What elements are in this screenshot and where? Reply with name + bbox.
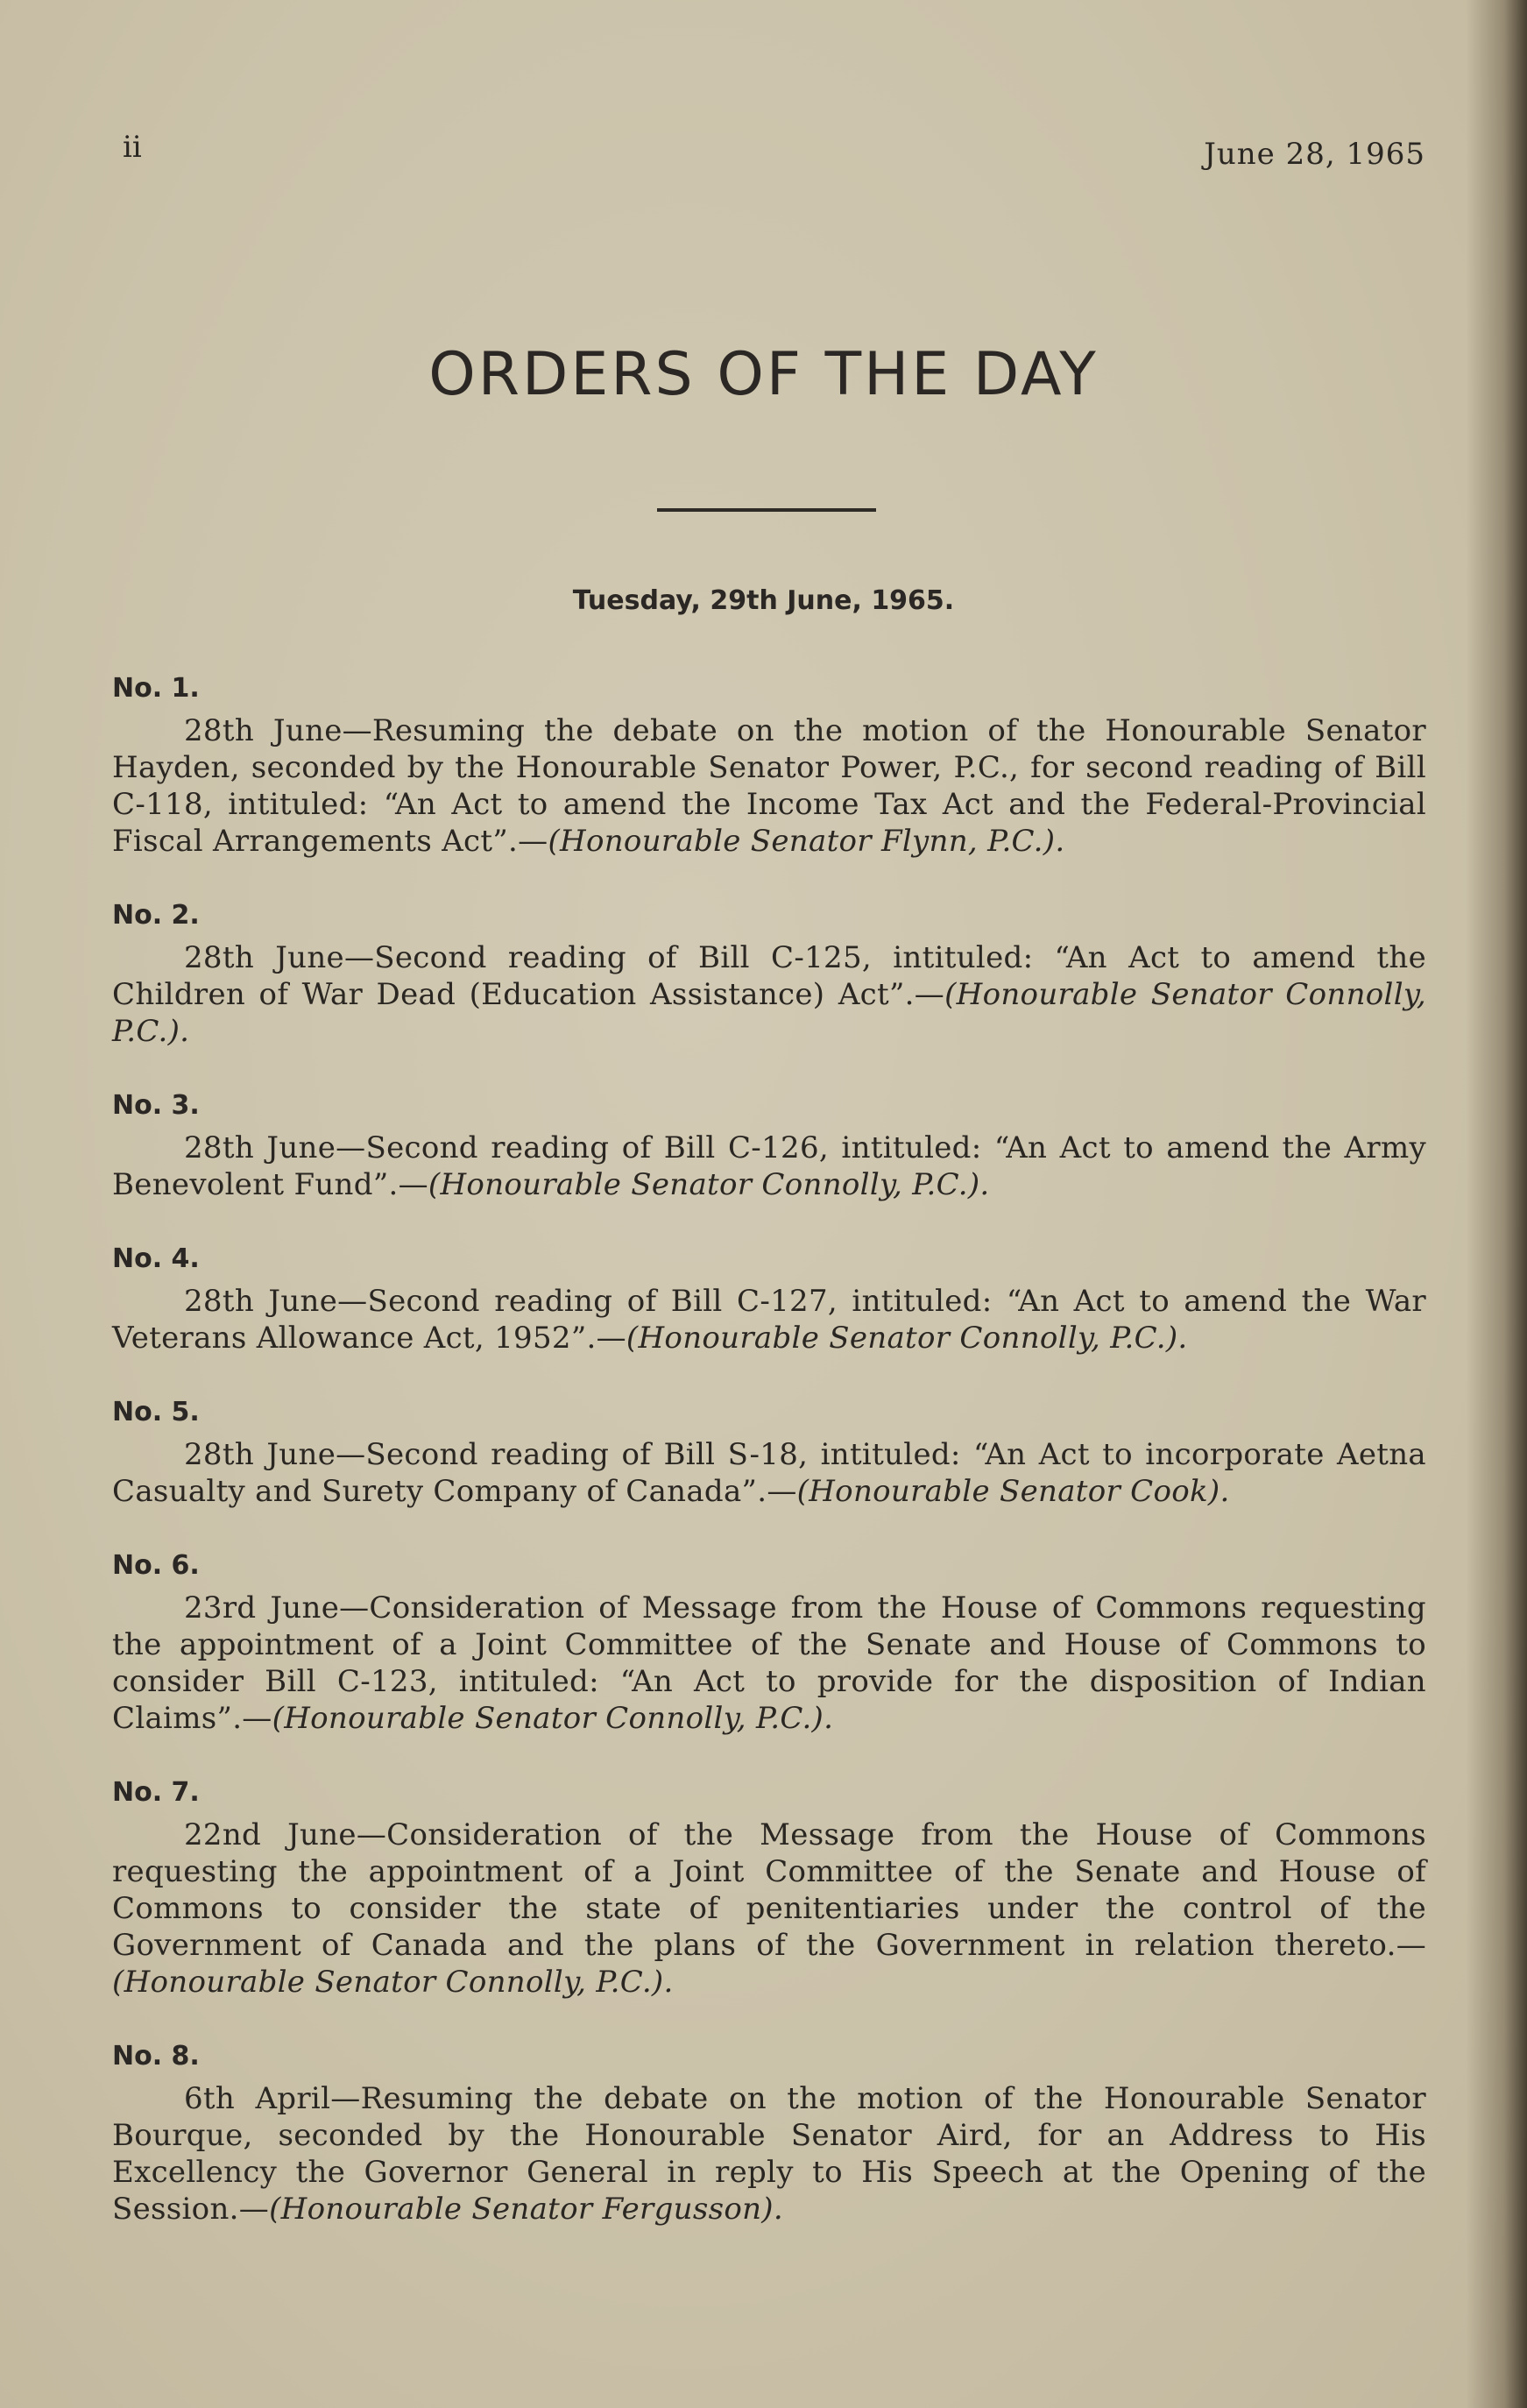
order-number: No. 7.	[112, 1777, 200, 1808]
order-item	[112, 1397, 1426, 1510]
order-item	[112, 1550, 1426, 1737]
order-body: 28th June—Resuming the debate on the motion of the Honourable Senator Hayden, seconded by the Honourable Senator Power, P.C., for second reading of Bill C-118, intituled: “An Act to amend the Income Tax Act and the Federal-Provincial Fiscal Arrangements Act”.—	[112, 713, 1426, 859]
order-item	[112, 673, 1426, 860]
order-item	[112, 900, 1426, 1050]
order-body: 23rd June—Consideration of Message from the House of Commons requesting the appointment of a Joint Committee of the Senate and House of Commons to consider Bill C-123, intituled: “An Act to provide for the disposition of Indian Claims”.—	[112, 1590, 1426, 1736]
order-number: No. 6.	[112, 1550, 200, 1581]
order-number: No. 2.	[112, 900, 200, 931]
orders-list	[112, 673, 1426, 2268]
order-text	[112, 1130, 1426, 1203]
order-number: No. 1.	[112, 673, 200, 704]
order-sponsor: (Honourable Senator Connolly, P.C.).	[272, 1701, 834, 1736]
order-body: 28th June—Second reading of Bill C-125, intituled: “An Act to amend the Children of War Dead (Education Assistance) Act”.—	[112, 940, 1426, 1012]
order-sponsor: (Honourable Senator Connolly, P.C.).	[112, 977, 1426, 1049]
order-text	[112, 1817, 1426, 2001]
page-folio: ii	[123, 130, 142, 165]
order-sponsor: (Honourable Senator Connolly, P.C.).	[626, 1321, 1188, 1356]
order-body: 6th April—Resuming the debate on the motion of the Honourable Senator Bourque, seconded by the Honourable Senator Aird, for an Address to His Excellency the Governor General in reply to His Speech at the Opening of the Session.—	[112, 2081, 1426, 2227]
order-sponsor: (Honourable Senator Fergusson).	[269, 2192, 783, 2227]
order-text	[112, 1436, 1426, 1510]
order-sponsor: (Honourable Senator Flynn, P.C.).	[548, 824, 1065, 859]
order-text	[112, 712, 1426, 860]
order-item	[112, 1243, 1426, 1356]
order-body: 22nd June—Consideration of the Message from the House of Commons requesting the appointment of a Joint Committee of the Senate and House of Commons to consider the state of penitentiaries under the control of the Government of Canada and the plans of the Government in relation thereto.—	[112, 1817, 1426, 1963]
order-item	[112, 2041, 1426, 2227]
order-text	[112, 2080, 1426, 2227]
order-number: No. 4.	[112, 1243, 200, 1274]
order-sponsor: (Honourable Senator Connolly, P.C.).	[428, 1167, 990, 1202]
order-body: 28th June—Second reading of Bill C-127, intituled: “An Act to amend the War Veterans Allowance Act, 1952”.—	[112, 1284, 1426, 1356]
order-item	[112, 1777, 1426, 2001]
page-title: ORDERS OF THE DAY	[428, 340, 1099, 409]
order-number: No. 8.	[112, 2041, 200, 2072]
order-body: 28th June—Second reading of Bill S-18, intituled: “An Act to incorporate Aetna Casualty and Surety Company of Canada”.—	[112, 1437, 1426, 1509]
order-sponsor: (Honourable Senator Cook).	[796, 1474, 1230, 1509]
order-text	[112, 939, 1426, 1050]
order-body: 28th June—Second reading of Bill C-126, intituled: “An Act to amend the Army Benevolent Fund”.—	[112, 1130, 1426, 1202]
header-date: June 28, 1965	[1204, 137, 1425, 172]
order-sponsor: (Honourable Senator Connolly, P.C.).	[112, 1965, 674, 2000]
sitting-date: Tuesday, 29th June, 1965.	[572, 585, 955, 616]
order-text	[112, 1283, 1426, 1356]
title-rule	[657, 508, 876, 512]
order-number: No. 3.	[112, 1090, 200, 1121]
order-number: No. 5.	[112, 1397, 200, 1427]
order-text	[112, 1590, 1426, 1737]
order-item	[112, 1090, 1426, 1203]
